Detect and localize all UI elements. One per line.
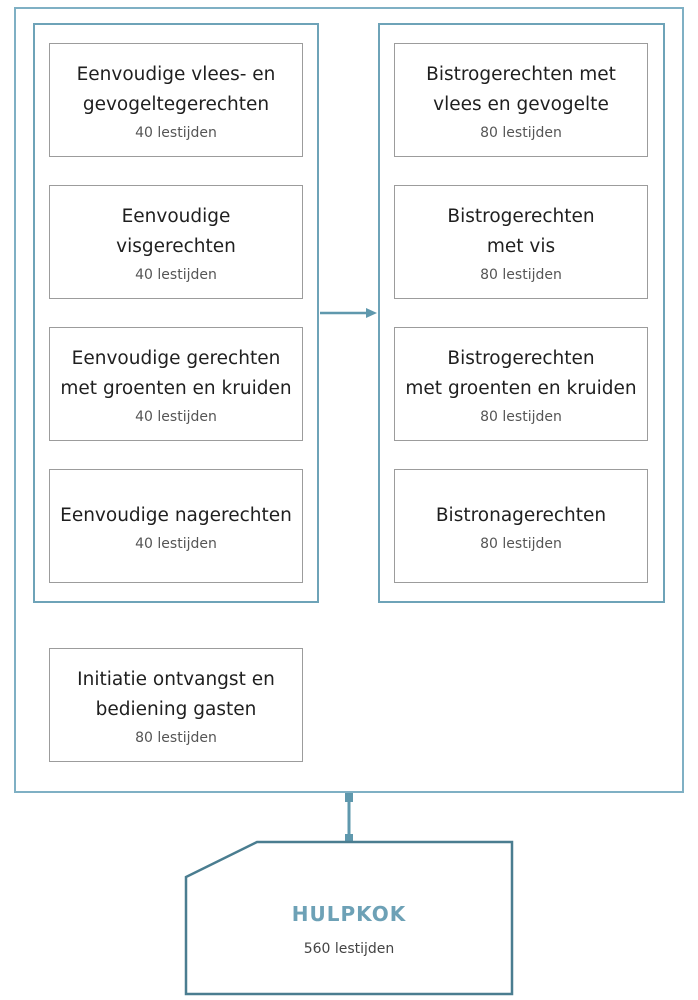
module-title: Bistronagerechten [435,504,607,526]
module-hours: 40 lestijden [135,124,217,141]
module-title: Bistrogerechten [447,205,595,227]
endterm-title: HULPKOK [291,902,407,926]
module-hours: 40 lestijden [135,408,217,425]
progression-arrowhead [366,308,377,318]
module-title: met groenten en kruiden [60,377,292,399]
module-title: Initiatie ontvangst en [77,668,275,690]
module-title: Eenvoudige nagerechten [60,504,292,526]
module-hours: 40 lestijden [135,535,217,552]
module-hours: 80 lestijden [480,266,562,283]
module-title: Eenvoudige [121,205,231,227]
module-title: met vis [486,235,556,257]
module-title: Bistrogerechten [447,347,595,369]
module-title: Bistrogerechten met [426,63,616,85]
module-title: Eenvoudige gerechten [71,347,281,369]
module-title: met groenten en kruiden [405,377,637,399]
module-hours: 80 lestijden [480,535,562,552]
module-title: gevogeltegerechten [82,93,270,115]
module-hours: 80 lestijden [480,408,562,425]
module-hours: 80 lestijden [480,124,562,141]
module-hours: 80 lestijden [135,729,217,746]
module-title: visgerechten [116,235,236,257]
module-title: vlees en gevogelte [433,93,609,115]
endterm-hours: 560 lestijden [303,941,395,957]
module-title: bediening gasten [95,698,257,720]
module-title: Eenvoudige vlees- en [76,63,276,85]
module-hours: 40 lestijden [135,266,217,283]
